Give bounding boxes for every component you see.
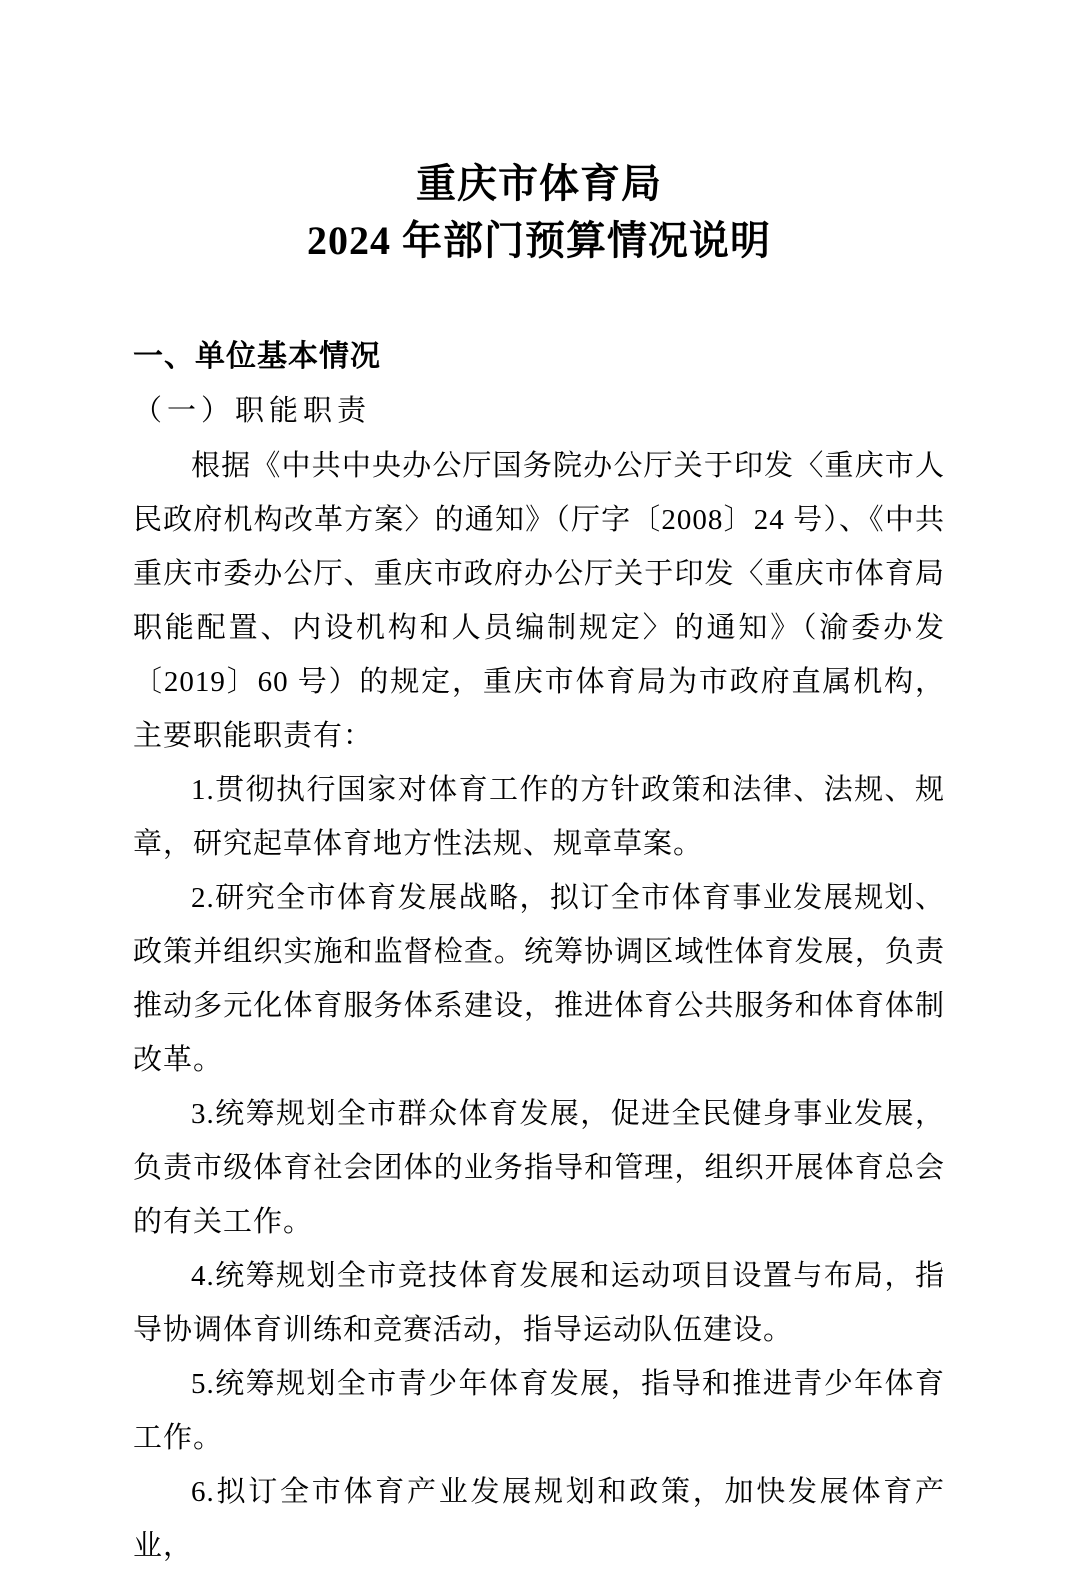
body-paragraph: 6.拟订全市体育产业发展规划和政策，加快发展体育产业，	[133, 1475, 945, 1562]
body-paragraph: 3.统筹规划全市群众体育发展，促进全民健身事业发展，负责市级体育社会团体的业务指导和管理，组织开展体育总会的有关工作。	[133, 1097, 945, 1238]
body-paragraph: 4.统筹规划全市竞技体育发展和运动项目设置与布局，指导协调体育训练和竞赛活动，指导运动队伍建设。	[133, 1259, 945, 1346]
document-title	[133, 27, 945, 269]
section-heading: 一、单位基本情况	[133, 339, 381, 373]
document-content	[133, 27, 945, 1573]
body-paragraph: 2.研究全市体育发展战略，拟订全市体育事业发展规划、政策并组织实施和监督检查。统筹协调区域性体育发展，负责推动多元化体育服务体系建设，推进体育公共服务和体育体制改革。	[133, 881, 945, 1076]
body-paragraph: 根据《中共中央办公厅国务院办公厅关于印发〈重庆市人民政府机构改革方案〉的通知》（厅字〔2008〕24 号）、《中共重庆市委办公厅、重庆市政府办公厅关于印发〈重庆市体育局职能配置、内设机构和人员编制规定〉的通知》（渝委办发〔2019〕60 号）的规定，重庆市体育局为市政府直属机构，主要职能职责有：	[133, 449, 945, 752]
body-paragraph: 5.统筹规划全市青少年体育发展，指导和推进青少年体育工作。	[133, 1367, 945, 1454]
body-paragraph: 1.贯彻执行国家对体育工作的方针政策和法律、法规、规章，研究起草体育地方性法规、规章草案。	[133, 773, 945, 860]
document-title-line1: 重庆市体育局	[416, 160, 662, 206]
body-text	[133, 439, 945, 1573]
document-title-line2: 2024 年部门预算情况说明	[307, 217, 771, 263]
section-subheading: （一）职能职责	[133, 394, 372, 427]
